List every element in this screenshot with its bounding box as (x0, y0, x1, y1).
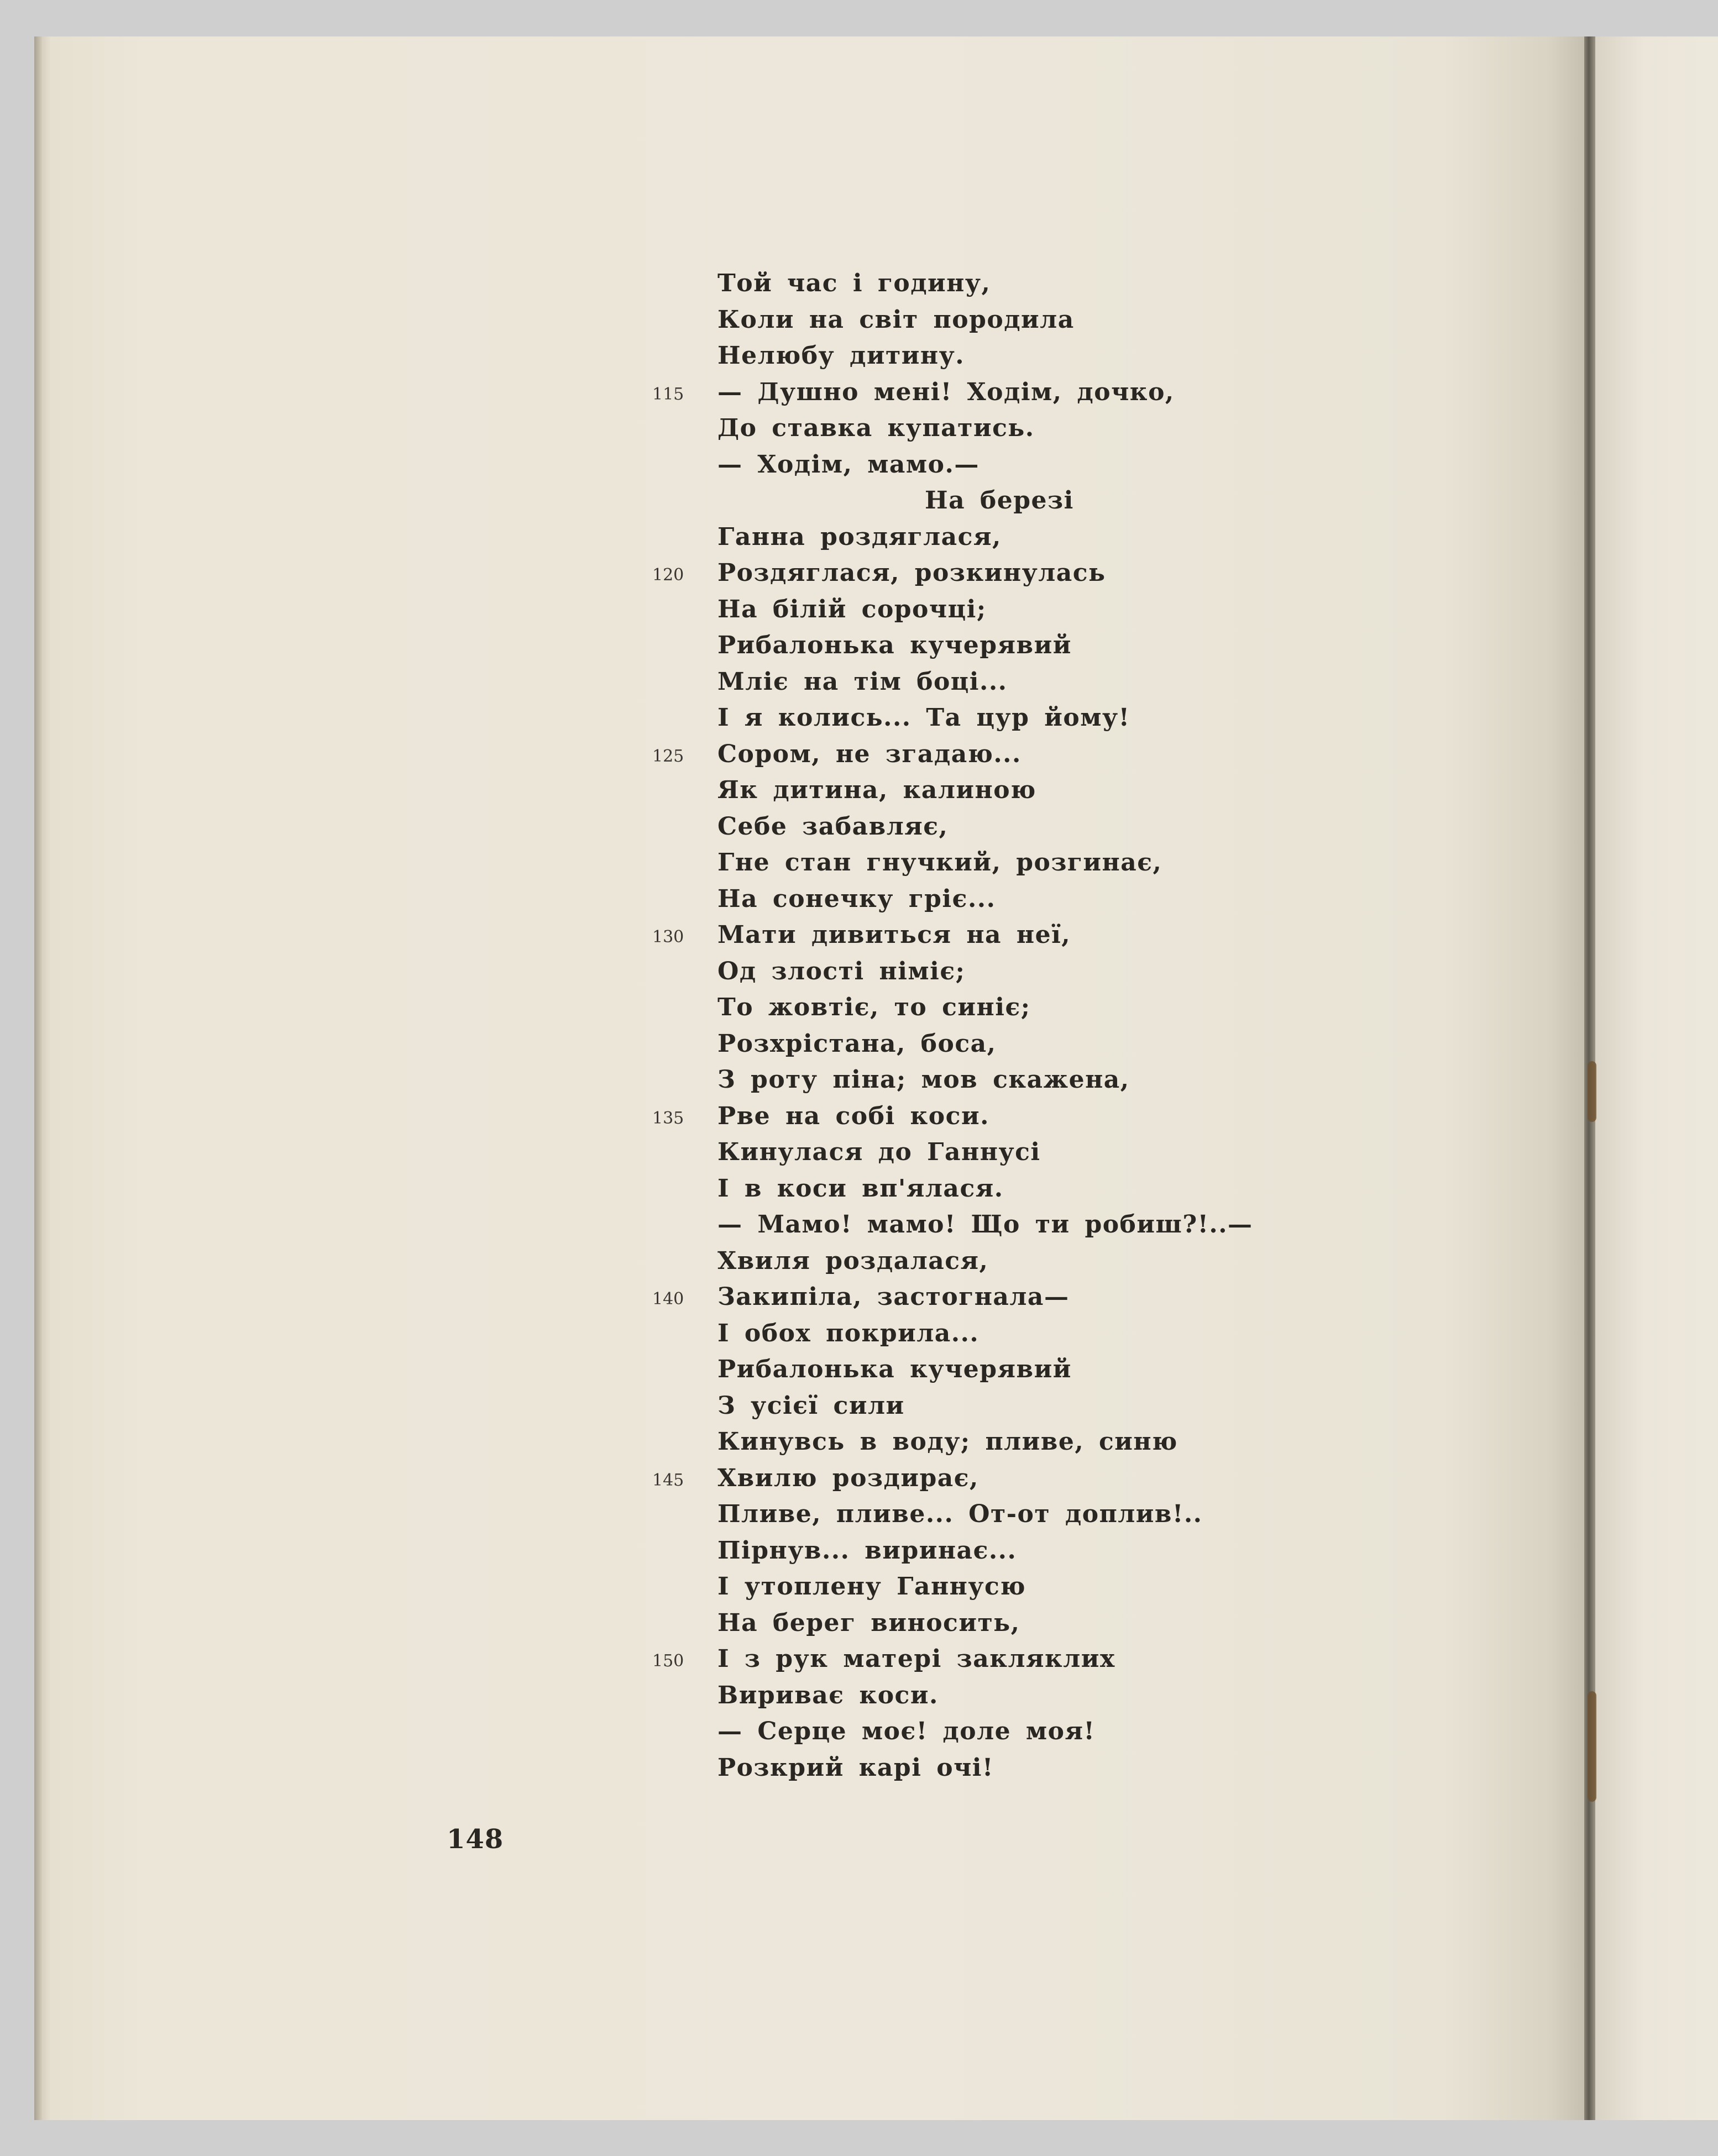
poem-line (717, 1677, 1547, 1714)
line-number: 135 (652, 1108, 684, 1128)
poem-line (717, 1134, 1547, 1171)
poem-line (717, 1062, 1547, 1098)
poem-line-text: Той час і годину, (717, 269, 991, 297)
poem-line (652, 555, 1547, 591)
poem-line (717, 338, 1547, 374)
poem-line-text: Гне стан гнучкий, розгинає, (717, 848, 1162, 877)
poem-line-text: І утоплену Ганнусю (717, 1572, 1026, 1601)
poem-line (717, 1171, 1547, 1207)
poem-line-text: Розхрістана, боса, (717, 1029, 997, 1058)
poem-line (717, 410, 1547, 447)
poem-line (717, 1351, 1547, 1388)
poem-line-text: — Ходім, мамо.— (717, 450, 980, 479)
poem-line-text: Пливе, пливе... От-от доплив!.. (717, 1500, 1203, 1528)
poem-line (652, 917, 1547, 953)
line-number: 115 (652, 384, 684, 404)
poem-line-text: На білій сорочці; (717, 595, 987, 623)
poem-line (717, 809, 1547, 845)
poem-line (717, 1026, 1547, 1062)
poem-line-text: І з рук матері закляклих (717, 1645, 1115, 1673)
poem-line-text: І в коси вп'ялася. (717, 1174, 1004, 1203)
poem-line (652, 1098, 1547, 1135)
poem-line-text: І я колись... Та цур йому! (717, 704, 1130, 732)
poem-line-text: Хвилю роздирає, (717, 1463, 979, 1492)
poem-line (717, 1750, 1547, 1786)
line-number: 125 (652, 746, 684, 766)
poem-line-text: Закипіла, застогнала— (717, 1283, 1070, 1311)
poem-line (717, 627, 1547, 664)
poem-line (717, 447, 1547, 483)
facing-page-edge (1595, 36, 1718, 2120)
poem-line-text: Рибалонька кучерявий (717, 1355, 1072, 1383)
poem-line (652, 374, 1547, 411)
poem-line-text: З усієї сили (717, 1391, 905, 1420)
poem-line (717, 519, 1547, 555)
poem-line-text: Пірнув... виринає... (717, 1536, 1017, 1565)
poem-line (717, 1315, 1547, 1352)
poem-line-text: — Душно мені! Ходім, дочко, (717, 377, 1175, 406)
poem-line (717, 1424, 1547, 1460)
poem-line (717, 700, 1547, 736)
poem-line-text: Нелюбу дитину. (717, 342, 965, 370)
poem-line (717, 953, 1547, 990)
poem-line-text: На сонечку гріє... (717, 884, 996, 913)
poem-line (717, 1206, 1547, 1243)
poem-line-text: З роту піна; мов скажена, (717, 1066, 1130, 1094)
poem-line (717, 1533, 1547, 1569)
poem-line-text: Од злості німіє; (717, 957, 966, 985)
poem-line-text: До ставка купатись. (717, 414, 1035, 442)
poem-line-text: Кинулася до Ганнусі (717, 1138, 1041, 1166)
poem-line-text: І обох покрила... (717, 1319, 980, 1347)
poem-line-text: Сором, не згадаю... (717, 739, 1022, 768)
poem-line-text: То жовтіє, то синіє; (717, 993, 1031, 1021)
line-number: 120 (652, 565, 684, 585)
poem-line (717, 302, 1547, 338)
poem-line (717, 881, 1547, 917)
line-number: 150 (652, 1651, 684, 1671)
poem-line-text: На берег виносить, (717, 1608, 1020, 1637)
poem-line (652, 1460, 1547, 1497)
poem-line (717, 1496, 1547, 1533)
poem-text (652, 265, 1547, 1786)
poem-line (717, 844, 1547, 881)
line-number: 140 (652, 1289, 684, 1309)
page-left-edge (34, 36, 42, 2120)
poem-line-text: — Мамо! мамо! Що ти робиш?!..— (717, 1210, 1253, 1239)
poem-line-text: Мати дивиться на неї, (717, 921, 1071, 949)
poem-line-text: Розкрий карі очі! (717, 1753, 994, 1782)
poem-line-text: Себе забавляє, (717, 812, 949, 841)
poem-line (717, 482, 1547, 519)
poem-line (717, 989, 1547, 1026)
poem-line (717, 265, 1547, 302)
gutter-stain (1588, 1691, 1596, 1802)
poem-line-text: Кинувсь в воду; пливе, синю (717, 1428, 1178, 1456)
poem-line-text: — Серце моє! доле моя! (717, 1717, 1096, 1745)
poem-line-text: Рибалонька кучерявий (717, 631, 1072, 659)
poem-line-text: Мліє на тім боці... (717, 667, 1008, 696)
poem-line (717, 591, 1547, 628)
poem-line (652, 1641, 1547, 1677)
poem-line-text: Вириває коси. (717, 1681, 939, 1709)
poem-line (717, 1569, 1547, 1605)
poem-line (717, 1388, 1547, 1424)
poem-line (717, 1243, 1547, 1279)
poem-line (652, 736, 1547, 773)
poem-line (717, 1713, 1547, 1750)
poem-line (652, 1279, 1547, 1315)
page-number: 148 (447, 1824, 504, 1855)
gutter-stain (1588, 1061, 1596, 1122)
poem-line-text: Як дитина, калиною (717, 776, 1036, 804)
line-number: 130 (652, 927, 684, 947)
poem-line-text: Хвиля роздалася, (717, 1246, 989, 1275)
poem-line-text: Рве на собі коси. (717, 1101, 989, 1130)
poem-line-text: На березі (925, 486, 1074, 515)
poem-line (717, 664, 1547, 700)
poem-line-text: Ганна роздяглася, (717, 522, 1002, 551)
poem-line-text: Коли на світ породила (717, 305, 1075, 334)
line-number: 145 (652, 1470, 684, 1490)
poem-line (717, 1605, 1547, 1641)
poem-line (717, 772, 1547, 809)
poem-line-text: Роздяглася, розкинулась (717, 559, 1106, 587)
